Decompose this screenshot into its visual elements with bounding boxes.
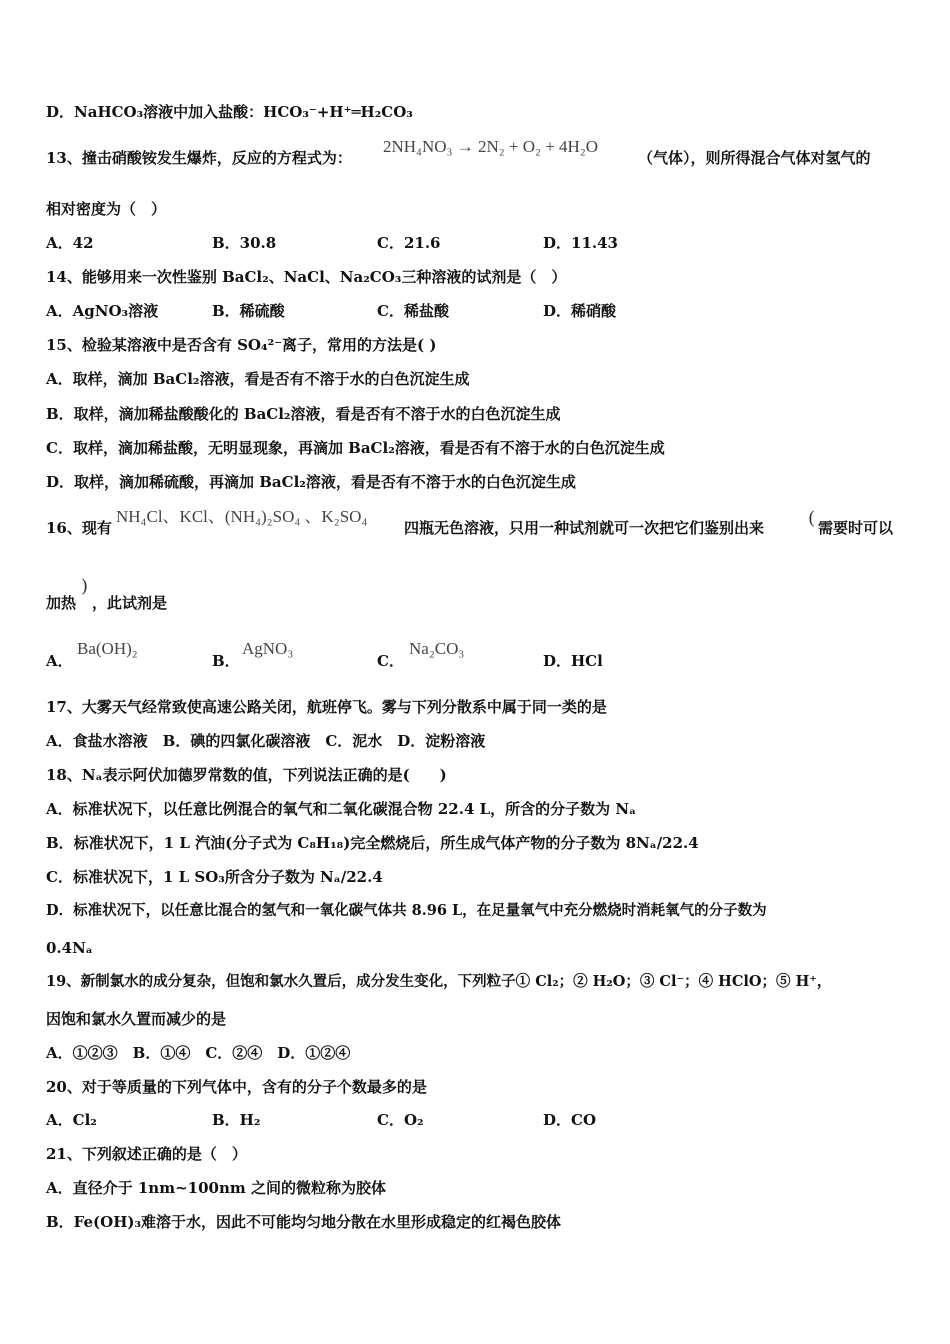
q21-option-a: A．直径介于 1nm~100nm 之间的微粒称为胶体 [46, 1179, 386, 1197]
q20-option-d: D．CO [543, 1111, 597, 1129]
q18-option-c: C．标准状况下，1 L SO₃所含分子数为 Nₐ/22.4 [46, 868, 383, 886]
q15-option-d: D．取样，滴加稀硫酸，再滴加 BaCl₂溶液，看是否有不溶于水的白色沉淀生成 [46, 473, 576, 491]
q16-close-paren: ) [81, 576, 89, 597]
q19-stem: 19、新制氯水的成分复杂，但饱和氯水久置后，成分发生变化，下列粒子① Cl₂；② H₂O；③ Cl⁻；④ HClO；⑤ H⁺， [46, 973, 832, 990]
q13-stem-cont: 相对密度为（ ） [46, 200, 167, 218]
q19-options: A．①②③ B．①④ C．②④ D．①②④ [46, 1044, 351, 1062]
q13-equation: 2NH₄NO₃ → 2N₂ + O₂ + 4H₂O [383, 137, 599, 156]
q20-option-b: B．H₂ [212, 1111, 261, 1129]
q18-option-d: D．标准状况下，以任意比混合的氢气和一氧化碳气体共 8.96 L，在足量氧气中充分燃烧时消耗氧气的分子数为 [46, 902, 767, 919]
q16-option-c: C． [377, 652, 404, 670]
q20-option-a: A．Cl₂ [46, 1111, 97, 1129]
q16-stem-mid: 四瓶无色溶液，只用一种试剂就可一次把它们鉴别出来 [404, 519, 765, 537]
q15-option-a: A．取样，滴加 BaCl₂溶液，看是否有不溶于水的白色沉淀生成 [46, 370, 470, 388]
q14-option-a: A．AgNO₃溶液 [46, 302, 159, 320]
q12-option-d: D．NaHCO₃溶液中加入盐酸：HCO₃⁻+H⁺═H₂CO₃ [46, 103, 413, 121]
q20-stem: 20、对于等质量的下列气体中，含有的分子个数最多的是 [46, 1078, 427, 1096]
q13-option-b: B．30.8 [212, 234, 277, 252]
q21-stem: 21、下列叙述正确的是（ ） [46, 1145, 247, 1163]
q16-option-a-formula: Ba(OH)₂ [77, 639, 138, 658]
q16-formula-list: NH₄Cl、KCl、(NH₄)₂SO₄ 、K₂SO₄ [116, 507, 368, 526]
q16-stem-end: 需要时可以 [818, 519, 894, 537]
q16-option-c-formula: Na₂CO₃ [409, 639, 465, 658]
q14-stem: 14、能够用来一次性鉴别 BaCl₂、NaCl、Na₂CO₃三种溶液的试剂是（ ） [46, 268, 567, 286]
q16-option-a: A． [46, 652, 73, 670]
q14-option-d: D．稀硝酸 [543, 302, 617, 320]
q13-option-d: D．11.43 [543, 234, 618, 252]
q20-option-c: C．O₂ [377, 1111, 424, 1129]
q13-option-a: A．42 [46, 234, 94, 252]
q19-stem-cont: 因饱和氯水久置而减少的是 [46, 1010, 227, 1028]
q13-option-c: C．21.6 [377, 234, 441, 252]
q18-option-a: A．标准状况下，以任意比例混合的氧气和二氧化碳混合物 22.4 L，所含的分子数为 Nₐ [46, 800, 637, 818]
q14-option-b: B．稀硫酸 [212, 302, 285, 320]
q17-stem: 17、大雾天气经常致使高速公路关闭，航班停飞。雾与下列分散系中属于同一类的是 [46, 698, 607, 716]
q15-option-c: C．取样，滴加稀盐酸，无明显现象，再滴加 BaCl₂溶液，看是否有不溶于水的白色沉淀生成 [46, 439, 665, 457]
q18-option-d-cont: 0.4Nₐ [46, 939, 93, 957]
q15-option-b: B．取样，滴加稀盐酸酸化的 BaCl₂溶液，看是否有不溶于水的白色沉淀生成 [46, 405, 561, 423]
q15-stem: 15、检验某溶液中是否含有 SO₄²⁻离子，常用的方法是( ) [46, 336, 437, 354]
q18-option-b: B．标准状况下，1 L 汽油(分子式为 C₈H₁₈)完全燃烧后，所生成气体产物的分子数为 8Nₐ/22.4 [46, 834, 699, 852]
q16-stem-tail: ，此试剂是 [92, 594, 168, 612]
q13-stem-end: （气体），则所得混合气体对氢气的 [638, 149, 871, 167]
q21-option-b: B．Fe(OH)₃难溶于水，因此不可能均匀地分散在水里形成稳定的红褐色胶体 [46, 1213, 562, 1231]
q16-open-paren: ( [808, 508, 816, 529]
q13-stem-start: 13、撞击硝酸铵发生爆炸，反应的方程式为： [46, 149, 352, 167]
q16-stem-start: 16、现有 [46, 519, 112, 537]
q14-option-c: C．稀盐酸 [377, 302, 449, 320]
q18-stem: 18、Nₐ表示阿伏加德罗常数的值，下列说法正确的是( ) [46, 766, 447, 784]
q17-options: A．食盐水溶液 B．碘的四氯化碳溶液 C．泥水 D．淀粉溶液 [46, 732, 486, 750]
q16-stem-heat: 加热 [46, 594, 77, 612]
q16-option-b: B． [212, 652, 240, 670]
q16-option-d: D．HCl [543, 652, 603, 670]
q16-option-b-formula: AgNO₃ [242, 639, 294, 658]
